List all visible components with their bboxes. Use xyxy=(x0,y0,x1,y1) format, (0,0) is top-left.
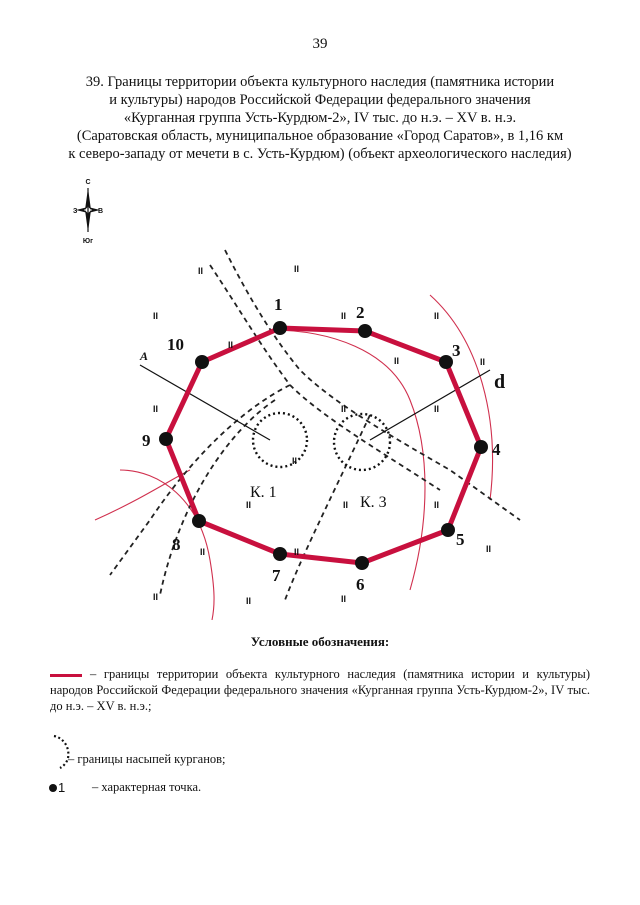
point-10 xyxy=(195,355,209,369)
legend-item-boundary-text: – границы территории объекта культурного наследия (памятника истории и культуры) народов Российской Федерации федерального значения «Курганная группа Усть-Курдюм-2», IV тыс. до н.э. – XV в. н.э.; xyxy=(50,667,590,713)
hatch-mark: II xyxy=(343,500,349,510)
boundary-line-swatch xyxy=(50,674,82,677)
point-label-7: 7 xyxy=(272,566,281,585)
title-line: «Курганная группа Усть-Курдюм-2», IV тыс. до н.э. – XV в. н.э. xyxy=(123,110,517,126)
point-symbol-icon xyxy=(48,783,58,793)
page-number: 39 xyxy=(312,36,328,52)
hatch-mark: II xyxy=(434,404,440,414)
point-label-1: 1 xyxy=(274,295,283,314)
hatch-mark: II xyxy=(341,404,347,414)
hatch-mark: II xyxy=(480,357,486,367)
point-label-8: 8 xyxy=(172,535,181,554)
hatch-mark: II xyxy=(486,544,492,554)
hatch-mark: II xyxy=(198,266,204,276)
point-7 xyxy=(273,547,287,561)
point-4 xyxy=(474,440,488,454)
title-line: и культуры) народов Российской Федерации федерального значения xyxy=(109,92,531,108)
point-label-3: 3 xyxy=(452,341,461,360)
kurgan-mound-1 xyxy=(253,413,307,467)
hatch-mark: II xyxy=(200,547,206,557)
hatch-mark: II xyxy=(341,311,347,321)
hatch-mark: II xyxy=(246,596,252,606)
point-label-6: 6 xyxy=(356,575,365,594)
point-5 xyxy=(441,523,455,537)
document-title xyxy=(40,73,600,163)
side-label-d: d xyxy=(494,371,506,393)
compass-rose-icon xyxy=(70,176,110,250)
kurgan-label-1: К. 1 xyxy=(250,484,277,501)
compass-east-label: В xyxy=(98,208,104,215)
territory-boundary xyxy=(166,328,481,563)
hatch-mark: II xyxy=(294,264,300,274)
side-label-a: А xyxy=(140,349,149,363)
hatch-mark: II xyxy=(153,404,159,414)
point-label-9: 9 xyxy=(142,431,151,450)
point-3 xyxy=(439,355,453,369)
point-label-10: 10 xyxy=(167,335,184,354)
legend-title: Условные обозначения: xyxy=(250,634,390,649)
legend-item-point-text: – характерная точка. xyxy=(92,780,202,794)
hatch-mark: II xyxy=(228,340,234,350)
point-label-2: 2 xyxy=(356,303,365,322)
hatch-mark: II xyxy=(153,311,159,321)
legend-point-number: 1 xyxy=(58,780,66,795)
point-9 xyxy=(159,432,173,446)
legend-item-boundary xyxy=(50,666,590,714)
territory-scheme xyxy=(90,240,530,620)
point-2 xyxy=(358,324,372,338)
compass-west-label: З xyxy=(73,208,78,215)
title-line: (Саратовская область, муниципальное образование «Город Саратов», в 1,16 км xyxy=(76,128,564,144)
hatch-mark: II xyxy=(394,356,400,366)
kurgan-label-3: К. 3 xyxy=(360,494,387,511)
legend-item-kurgan xyxy=(50,730,590,770)
point-label-5: 5 xyxy=(456,530,465,549)
hatch-mark: II xyxy=(294,547,300,557)
point-6 xyxy=(355,556,369,570)
title-line: 39. Границы территории объекта культурного наследия (памятника истории xyxy=(85,74,555,90)
point-label-4: 4 xyxy=(492,440,501,459)
compass-south-label: Юг xyxy=(82,238,94,245)
compass-north-label: С xyxy=(85,179,91,186)
hatch-mark: II xyxy=(341,594,347,604)
hatch-mark: II xyxy=(292,456,298,466)
hatch-mark: II xyxy=(153,592,159,602)
legend-item-kurgan-text: – границы насыпей курганов; xyxy=(68,752,226,766)
hatch-mark: II xyxy=(434,311,440,321)
kurgan-mound-3 xyxy=(334,414,390,470)
hatch-mark: II xyxy=(246,500,252,510)
title-line: к северо-западу от мечети в с. Усть-Курдюм) (объект археологического наследия) xyxy=(68,146,572,162)
hatch-mark: II xyxy=(434,500,440,510)
point-1 xyxy=(273,321,287,335)
point-8 xyxy=(192,514,206,528)
